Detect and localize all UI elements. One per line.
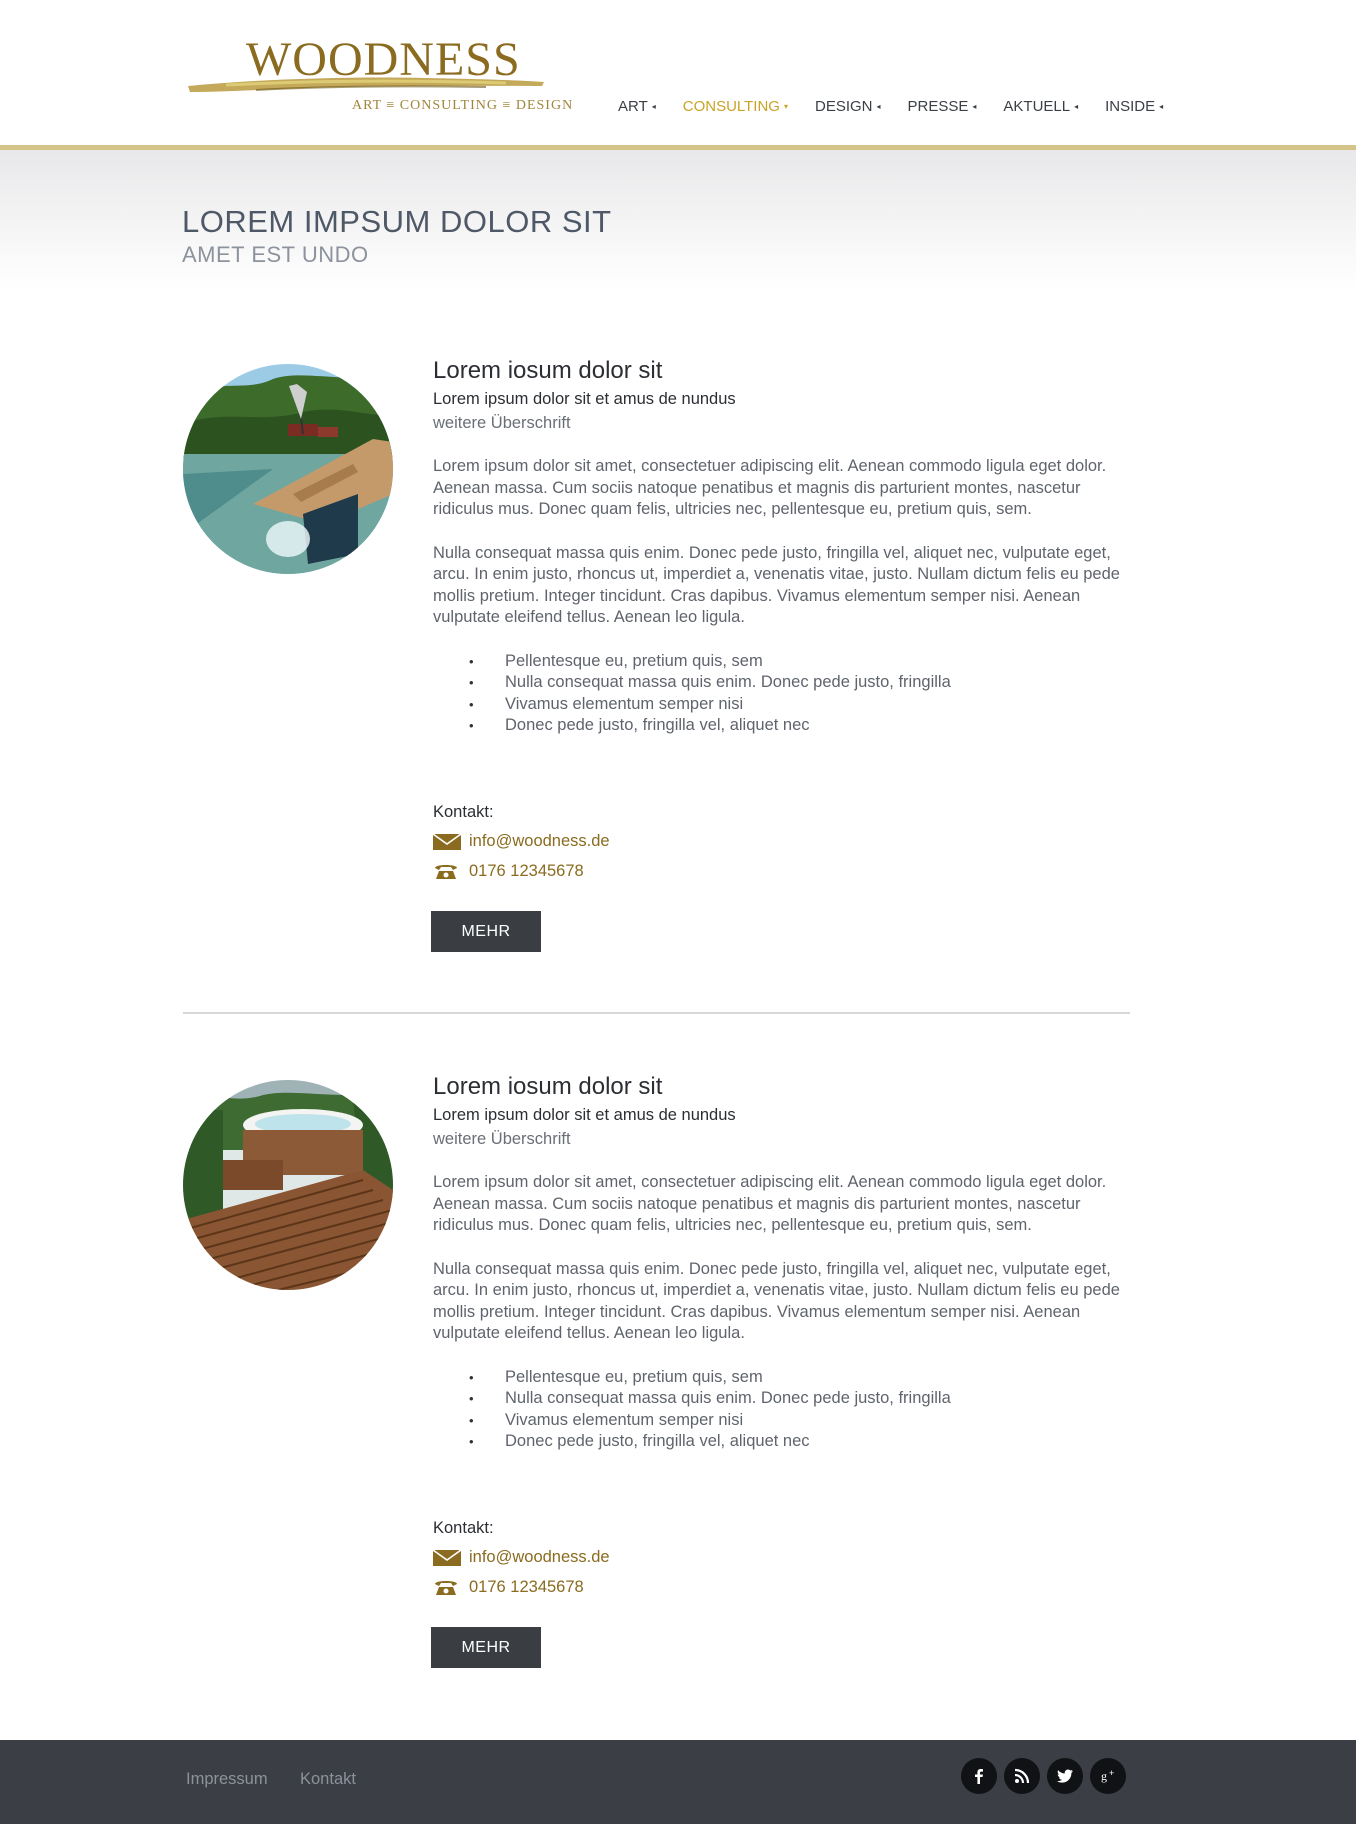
svg-text:g: g bbox=[1101, 1769, 1107, 1783]
phone-link[interactable]: 0176 12345678 bbox=[469, 1578, 584, 1596]
nav-item-art[interactable] bbox=[618, 98, 656, 115]
footer-link-impressum[interactable]: Impressum bbox=[186, 1770, 268, 1788]
list-item: • Vivamus elementum semper nisi bbox=[469, 694, 1133, 716]
article-paragraph: Nulla consequat massa quis enim. Donec pede justo, fringilla vel, aliquet nec, vulputate eget, arcu. In enim justo, rhoncus ut, imperdiet a, venenatis vitae, justo. Nullam dictum felis eu pede mollis pretium. Integer tincidunt. Cras dapibus. Vivamus elementum semper nisi. Aenean vulputate eleifend tellus. Aenean leo ligula. bbox=[433, 1259, 1120, 1342]
pool-deck-photo bbox=[183, 364, 393, 574]
site-header bbox=[0, 0, 1356, 146]
contact-phone-row bbox=[433, 861, 1133, 883]
article-bullet-list bbox=[433, 1367, 1133, 1453]
phone-icon bbox=[433, 1579, 461, 1597]
caret-left-icon: ◂ bbox=[972, 102, 977, 111]
logo-tagline: ART ≡ CONSULTING ≡ DESIGN bbox=[352, 98, 574, 113]
caret-left-icon: ◂ bbox=[1074, 102, 1079, 111]
list-item: • Pellentesque eu, pretium quis, sem bbox=[469, 651, 1133, 673]
logo-wordmark: WOODNESS bbox=[246, 33, 521, 86]
rss-icon[interactable] bbox=[1004, 1758, 1040, 1794]
list-item: • Vivamus elementum semper nisi bbox=[469, 1410, 1133, 1432]
phone-link[interactable]: 0176 12345678 bbox=[469, 862, 584, 880]
article-subtitle: Lorem ipsum dolor sit et amus de nundus bbox=[433, 390, 736, 408]
footer-link-kontakt[interactable]: Kontakt bbox=[300, 1770, 356, 1788]
list-item: • Donec pede justo, fringilla vel, aliquet nec bbox=[469, 715, 1133, 737]
mehr-button[interactable]: MEHR bbox=[431, 1627, 541, 1668]
contact-phone-row bbox=[433, 1577, 1133, 1599]
nav-item-aktuell[interactable] bbox=[1003, 98, 1078, 115]
section-divider bbox=[183, 1012, 1130, 1014]
nav-item-presse[interactable] bbox=[908, 98, 977, 115]
email-link[interactable]: info@woodness.de bbox=[469, 1548, 610, 1566]
nav-item-design[interactable] bbox=[815, 98, 881, 115]
main-nav bbox=[618, 98, 1163, 115]
article-paragraph: Nulla consequat massa quis enim. Donec pede justo, fringilla vel, aliquet nec, vulputate eget, arcu. In enim justo, rhoncus ut, imperdiet a, venenatis vitae, justo. Nullam dictum felis eu pede mollis pretium. Integer tincidunt. Cras dapibus. Vivamus elementum semper nisi. Aenean vulputate eleifend tellus. Aenean leo ligula. bbox=[433, 543, 1120, 626]
article-paragraph: Lorem ipsum dolor sit amet, consectetuer adipiscing elit. Aenean commodo ligula eget dolor. Aenean massa. Cum sociis natoque penatibus et magnis dis parturient montes, nascetur ridiculus mus. Donec quam felis, ultricies nec, pellentesque eu, pretium quis, sem. bbox=[433, 457, 1107, 518]
nav-label: CONSULTING bbox=[682, 98, 780, 115]
contact-email-row bbox=[433, 1547, 1133, 1569]
article-title: Lorem iosum dolor sit bbox=[433, 357, 663, 384]
page-subtitle: AMET EST UNDO bbox=[182, 242, 369, 267]
site-footer bbox=[0, 1740, 1356, 1824]
svg-text:+: + bbox=[1109, 1768, 1115, 1778]
woodness-logo[interactable] bbox=[186, 33, 574, 120]
page-banner bbox=[0, 150, 1356, 290]
contact-email-row bbox=[433, 831, 1133, 853]
article-paragraph: Lorem ipsum dolor sit amet, consectetuer adipiscing elit. Aenean commodo ligula eget dolor. Aenean massa. Cum sociis natoque penatibus et magnis dis parturient montes, nascetur ridiculus mus. Donec quam felis, ultricies nec, pellentesque eu, pretium quis, sem. bbox=[433, 1173, 1107, 1234]
article-subtitle: Lorem ipsum dolor sit et amus de nundus bbox=[433, 1106, 736, 1124]
list-item: • Donec pede justo, fringilla vel, aliquet nec bbox=[469, 1431, 1133, 1453]
hot-tub-deck-photo bbox=[183, 1080, 393, 1290]
nav-label: ART bbox=[618, 98, 648, 115]
contact-label: Kontakt: bbox=[433, 802, 494, 821]
contact-label: Kontakt: bbox=[433, 1518, 494, 1537]
nav-label: AKTUELL bbox=[1003, 98, 1071, 115]
list-item: • Nulla consequat massa quis enim. Donec pede justo, fringilla bbox=[469, 1388, 1133, 1410]
caret-left-icon: ◂ bbox=[651, 102, 656, 111]
article-bullet-list bbox=[433, 651, 1133, 737]
facebook-icon[interactable] bbox=[961, 1758, 997, 1794]
caret-down-icon: ▾ bbox=[783, 102, 788, 111]
envelope-icon bbox=[433, 833, 461, 851]
article-content bbox=[433, 356, 1133, 952]
article-card bbox=[0, 357, 1356, 1024]
google-plus-icon[interactable] bbox=[1090, 1758, 1126, 1794]
nav-item-consulting[interactable] bbox=[683, 98, 788, 115]
caret-left-icon: ◂ bbox=[876, 102, 881, 111]
nav-label: INSIDE bbox=[1105, 98, 1156, 115]
article-kicker: weitere Überschrift bbox=[433, 414, 571, 432]
list-item: • Pellentesque eu, pretium quis, sem bbox=[469, 1367, 1133, 1389]
list-item: • Nulla consequat massa quis enim. Donec pede justo, fringilla bbox=[469, 672, 1133, 694]
phone-icon bbox=[433, 863, 461, 881]
article-kicker: weitere Überschrift bbox=[433, 1130, 571, 1148]
article-title: Lorem iosum dolor sit bbox=[433, 1073, 663, 1100]
twitter-icon[interactable] bbox=[1047, 1758, 1083, 1794]
article-card bbox=[0, 1073, 1356, 1740]
envelope-icon bbox=[433, 1549, 461, 1567]
caret-left-icon: ◂ bbox=[1159, 102, 1164, 111]
nav-label: PRESSE bbox=[907, 98, 969, 115]
nav-item-inside[interactable] bbox=[1105, 98, 1163, 115]
article-content bbox=[433, 1072, 1133, 1668]
page-title: LOREM IMPSUM DOLOR SIT bbox=[182, 204, 612, 239]
email-link[interactable]: info@woodness.de bbox=[469, 832, 610, 850]
nav-label: DESIGN bbox=[815, 98, 873, 115]
mehr-button[interactable]: MEHR bbox=[431, 911, 541, 952]
